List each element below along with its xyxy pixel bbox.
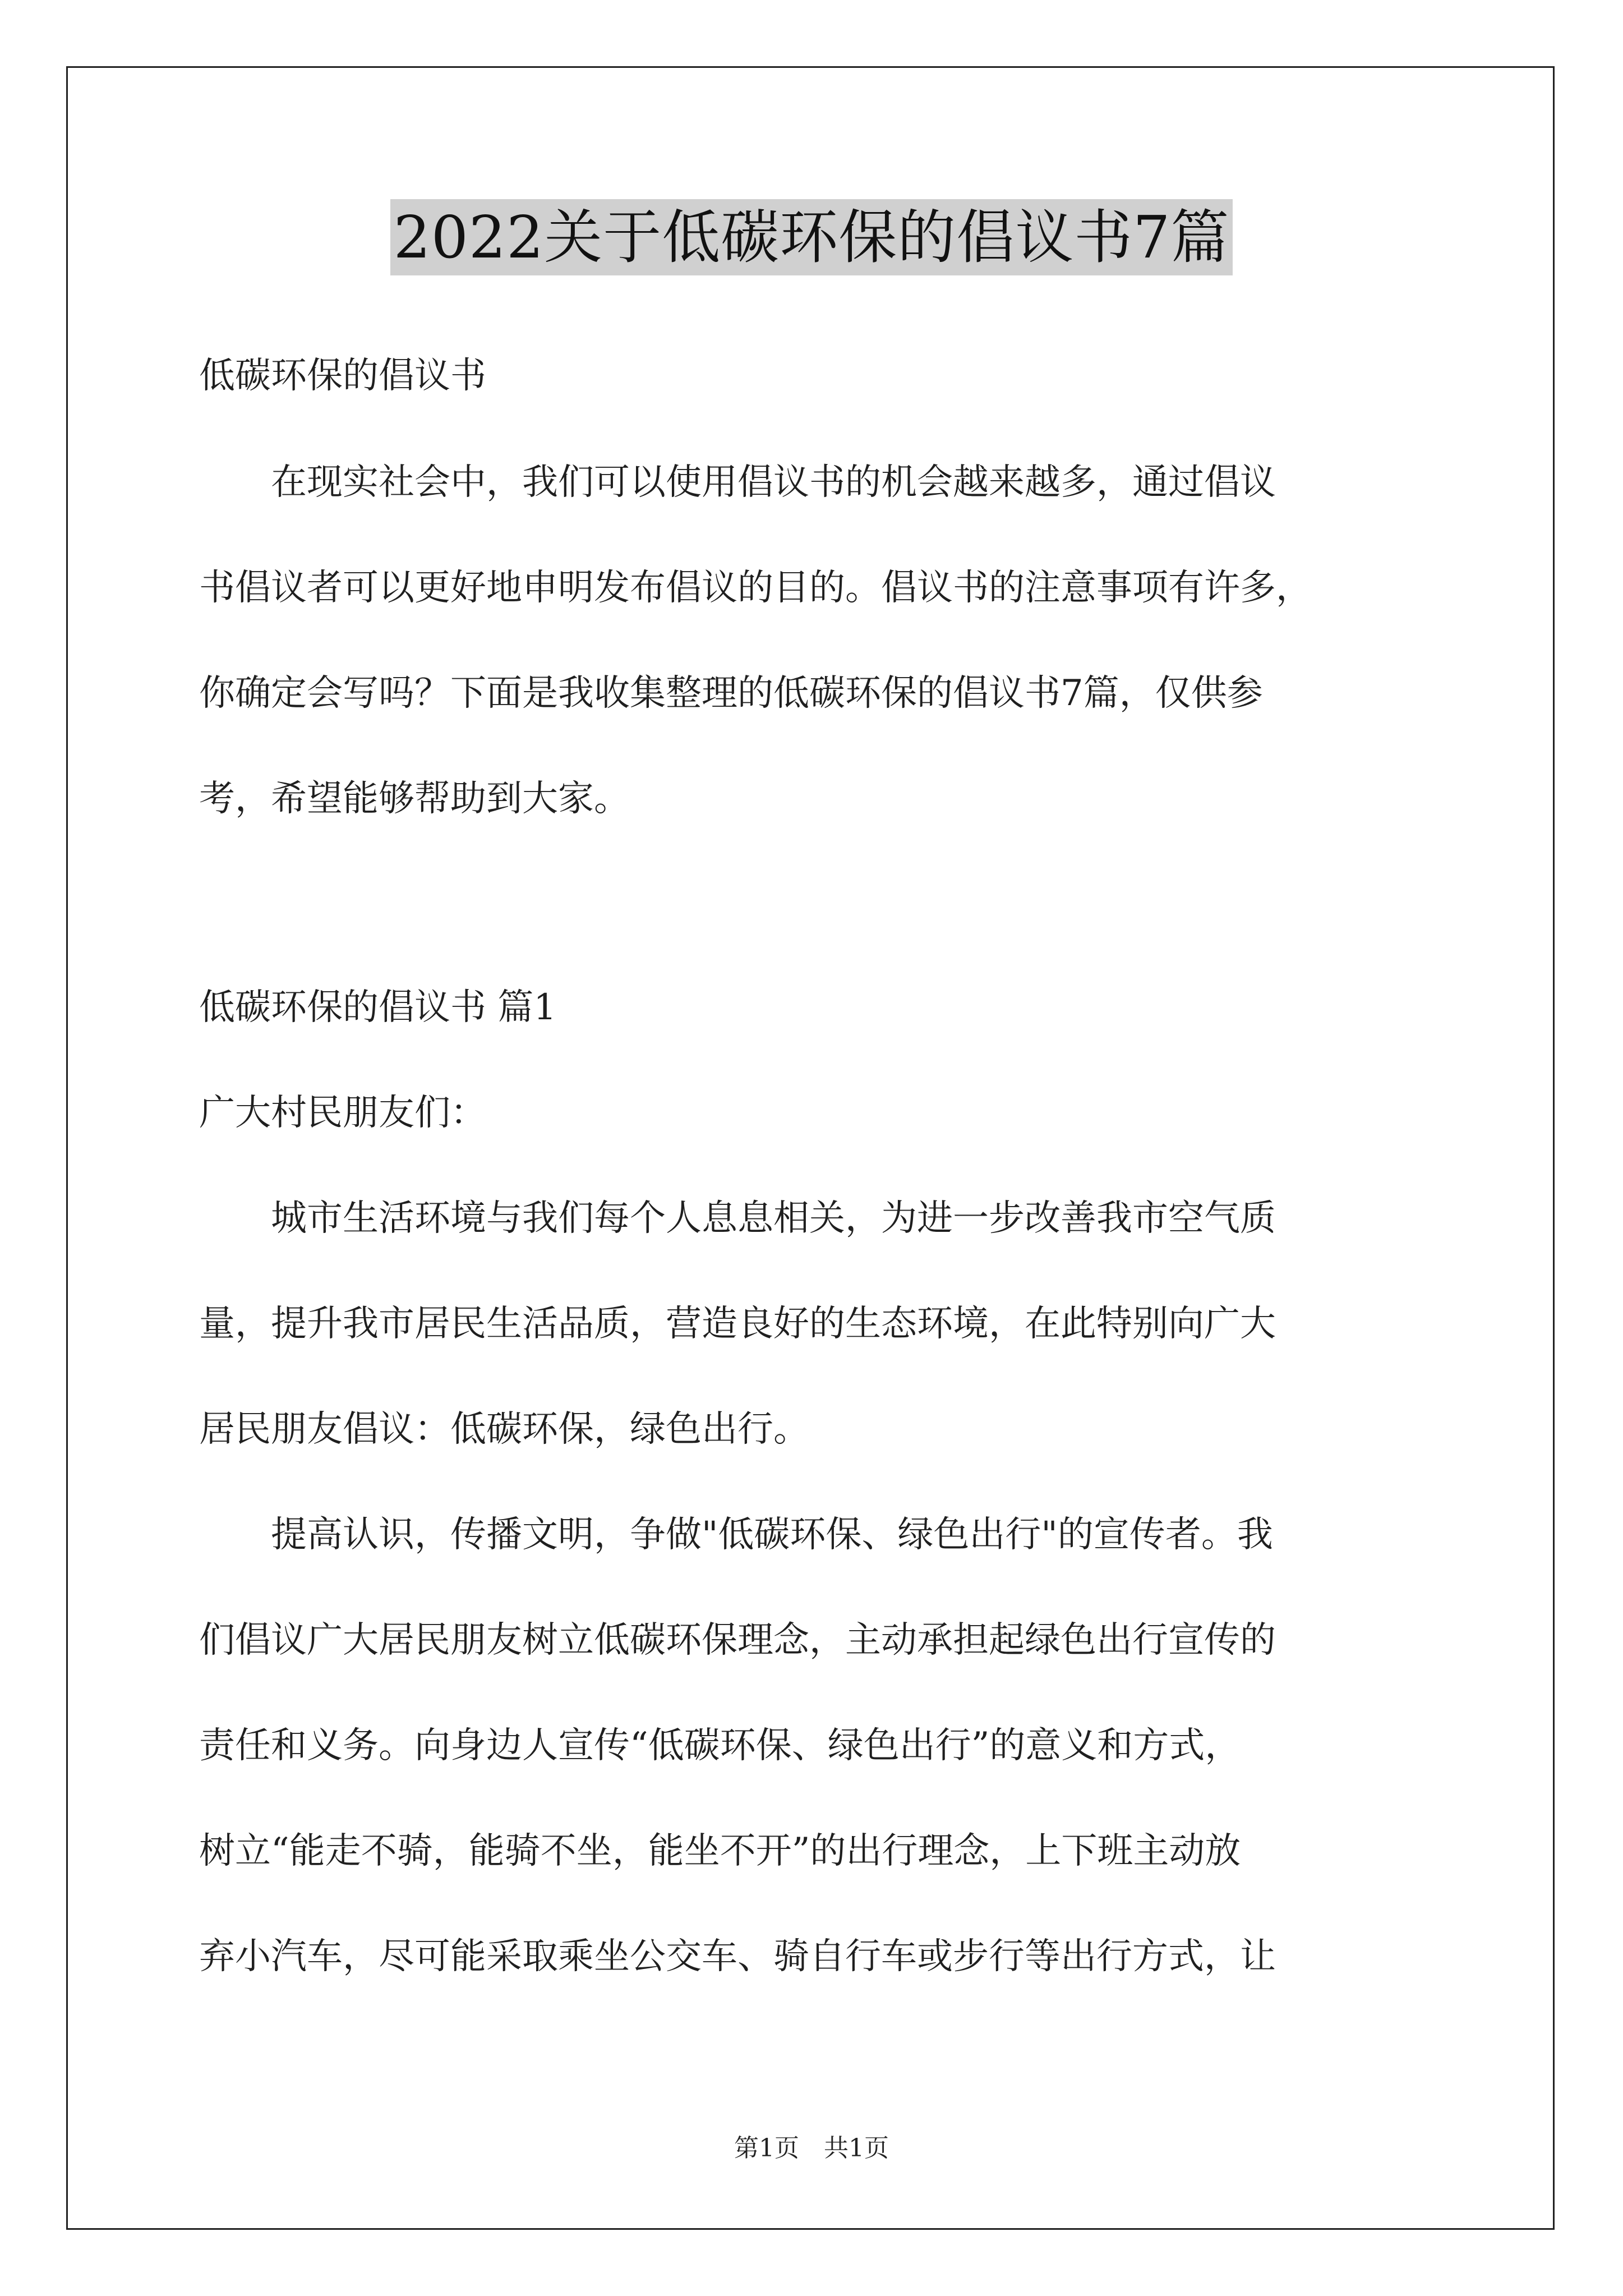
section-heading: 低碳环保的倡议书	[199, 355, 486, 397]
paragraph-line: 量，提升我市居民生活品质，营造良好的生态环境，在此特别向广大	[199, 1303, 1276, 1345]
paragraph-line: 城市生活环境与我们每个人息息相关，为进一步改善我市空气质	[199, 1198, 1276, 1239]
paragraph-line: 树立“能走不骑，能骑不坐，能坐不开”的出行理念，上下班主动放	[199, 1830, 1241, 1872]
paragraph-line: 们倡议广大居民朋友树立低碳环保理念，主动承担起绿色出行宣传的	[199, 1619, 1276, 1661]
paragraph-line: 书倡议者可以更好地申明发布倡议的目的。倡议书的注意事项有许多，	[199, 567, 1312, 609]
title-container	[0, 199, 1623, 275]
page-number-footer: 第1页 共1页	[734, 2134, 889, 2162]
document-title: 2022关于低碳环保的倡议书7篇	[390, 199, 1233, 275]
section-heading: 低碳环保的倡议书 篇1	[199, 987, 557, 1028]
paragraph-line: 你确定会写吗？下面是我收集整理的低碳环保的倡议书7篇，仅供参	[199, 673, 1263, 714]
paragraph-line: 提高认识，传播文明，争做"低碳环保、绿色出行"的宣传者。我	[199, 1514, 1273, 1556]
paragraph-line: 责任和义务。向身边人宣传“低碳环保、绿色出行”的意义和方式，	[199, 1725, 1241, 1766]
paragraph-line: 在现实社会中，我们可以使用倡议书的机会越来越多，通过倡议	[199, 462, 1276, 503]
paragraph-line: 弃小汽车，尽可能采取乘坐公交车、骑自行车或步行等出行方式，让	[199, 1936, 1276, 1977]
paragraph-line: 居民朋友倡议：低碳环保，绿色出行。	[199, 1409, 809, 1450]
paragraph-line: 考，希望能够帮助到大家。	[199, 778, 630, 820]
salutation: 广大村民朋友们：	[199, 1092, 486, 1134]
